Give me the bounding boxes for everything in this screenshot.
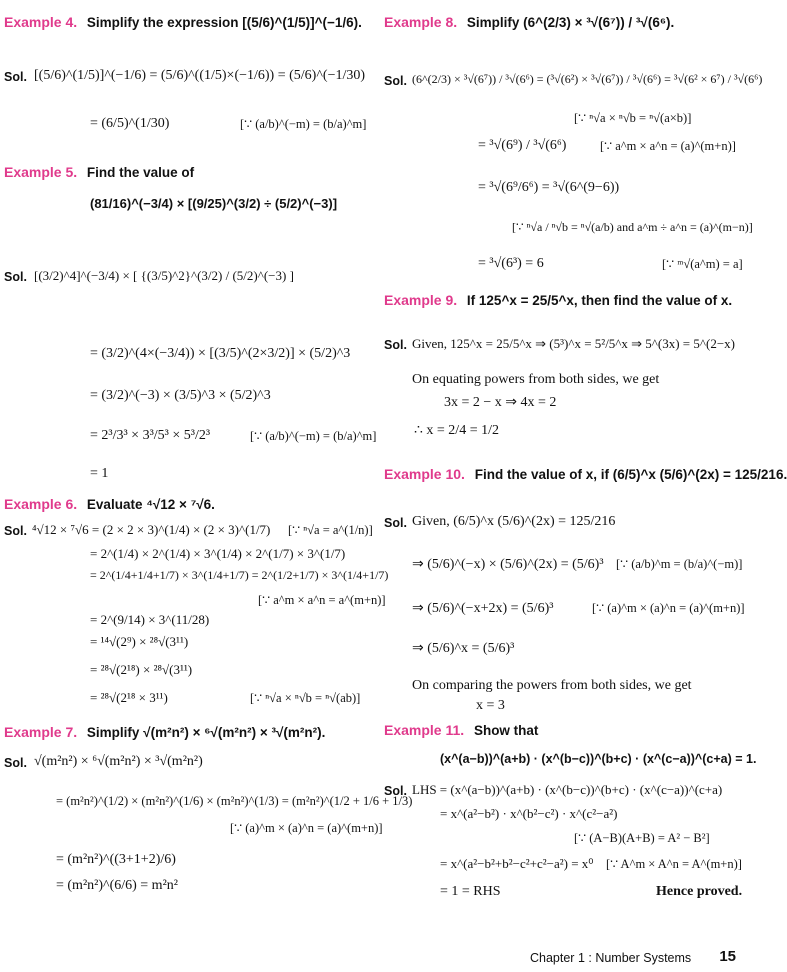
example-question: Find the value of x, if (6/5)^x (5/6)^(2x) = 125/216. (474, 467, 787, 482)
solution-line: ⇒ (5/6)^(−x) × (5/6)^(2x) = (5/6)³ (412, 557, 604, 572)
example-11-heading (384, 722, 538, 738)
example-9-heading (384, 292, 732, 308)
example-tag: Example 4. (4, 14, 78, 30)
solution-line: = x^(a²−b²+b²−c²+c²−a²) = x⁰ (440, 856, 594, 871)
page-number: 15 (719, 948, 736, 965)
example-question: Evaluate ⁴√12 × ⁷√6. (86, 497, 215, 512)
question-expression: (x^(a−b))^(a+b) · (x^(b−c))^(b+c) · (x^(c−a))^(c+a) = 1. (440, 752, 757, 766)
solution-line: = 2^(9/14) × 3^(11/28) (90, 612, 210, 627)
solution-text: On equating powers from both sides, we get (412, 372, 660, 387)
solution-line: Given, 125^x = 25/5^x ⇒ (5³)^x = 5²/5^x ⇒ 5^(3x) = 5^(2−x) (412, 336, 735, 351)
example-tag: Example 5. (4, 164, 78, 180)
question-expression: (81/16)^(−3/4) × [(9/25)^(3/2) ÷ (5/2)^(−3)] (90, 196, 338, 211)
solution-label: Sol. (4, 756, 27, 770)
example-tag: Example 8. (384, 14, 458, 30)
solution-line: ⁴√12 × ⁷√6 = (2 × 2 × 3)^(1/4) × (2 × 3)^(1/7) (32, 522, 271, 537)
example-tag: Example 10. (384, 466, 465, 482)
solution-line: Given, (6/5)^x (5/6)^(2x) = 125/216 (412, 514, 616, 529)
example-question: Show that (473, 723, 539, 738)
example-7-heading (4, 724, 325, 740)
solution-label: Sol. (4, 70, 27, 84)
solution-line: = 2³/3³ × 3³/5³ × 5³/2³ (90, 428, 211, 443)
reason-note: [∵ ⁿ√a / ⁿ√b = ⁿ√(a/b) and a^m ÷ a^n = (a)^(m−n)] (512, 220, 753, 234)
page-footer (530, 948, 740, 968)
solution-label: Sol. (4, 270, 27, 284)
solution-line: = 1 = RHS (440, 884, 501, 899)
reason-note: [∵ (a/b)^(−m) = (b/a)^m] (250, 429, 377, 443)
solution-line: ⇒ (5/6)^x = (5/6)³ (412, 641, 515, 656)
solution-line: √(m²n²) × ⁶√(m²n²) × ³√(m²n²) (34, 754, 203, 769)
reason-note: [∵ A^m × A^n = A^(m+n)] (606, 857, 742, 871)
reason-note: [∵ ⁿ√a = a^(1/n)] (288, 523, 373, 537)
example-question: If 125^x = 25/5^x, then find the value of x. (466, 293, 733, 308)
example-tag: Example 11. (384, 722, 465, 738)
solution-line: = (6/5)^(1/30) (90, 116, 170, 131)
solution-line: = ²⁸√(2¹⁸) × ²⁸√(3¹¹) (90, 662, 193, 677)
solution-line: = (3/2)^(−3) × (3/5)^3 × (5/2)^3 (90, 388, 271, 403)
solution-line: [(5/6)^(1/5)]^(−1/6) = (5/6)^((1/5)×(−1/6)) = (5/6)^(−1/30) (34, 68, 366, 83)
example-6-heading (4, 496, 215, 512)
example-8-heading (384, 14, 674, 30)
solution-label: Sol. (384, 516, 407, 530)
reason-note: [∵ (A−B)(A+B) = A² − B²] (574, 831, 710, 845)
solution-line: = 2^(1/4+1/4+1/7) × 3^(1/4+1/7) = 2^(1/2+1/7) × 3^(1/4+1/7) (90, 568, 389, 582)
solution-line: = ²⁸√(2¹⁸ × 3¹¹) (90, 690, 168, 705)
reason-note: [∵ ⁿ√a × ⁿ√b = ⁿ√(ab)] (250, 691, 361, 705)
example-tag: Example 7. (4, 724, 78, 740)
example-question: Simplify √(m²n²) × ⁶√(m²n²) × ³√(m²n²). (86, 725, 326, 740)
solution-line: (6^(2/3) × ³√(6⁷)) / ³√(6⁶) = (³√(6²) × ³√(6⁷)) / ³√(6⁶) = ³√(6² × 6⁷) / ³√(6⁶) (412, 72, 763, 86)
reason-note: [∵ (a/b)^(−m) = (b/a)^m] (240, 117, 367, 131)
solution-label: Sol. (384, 338, 407, 352)
solution-line: x = 3 (476, 698, 505, 713)
reason-note: [∵ (a)^m × (a)^n = (a)^(m+n)] (230, 821, 383, 835)
example-tag: Example 9. (384, 292, 458, 308)
solution-label: Sol. (4, 524, 27, 538)
solution-label: Sol. (384, 74, 407, 88)
example-tag: Example 6. (4, 496, 78, 512)
solution-line: = ¹⁴√(2⁹) × ²⁸√(3¹¹) (90, 634, 189, 649)
example-question: Find the value of (86, 165, 195, 180)
solution-line: = ³√(6³) = 6 (478, 256, 544, 271)
solution-line: = (m²n²)^((3+1+2)/6) (56, 852, 176, 867)
solution-label: Sol. (384, 784, 407, 798)
solution-line: ∴ x = 2/4 = 1/2 (414, 423, 499, 438)
chapter-label: Chapter 1 : Number Systems (530, 951, 692, 965)
solution-line: = ³√(6⁹/6⁶) = ³√(6^(9−6)) (478, 180, 620, 195)
example-question: Simplify the expression [(5/6)^(1/5)]^(−1/6). (86, 15, 362, 30)
reason-note: [∵ (a/b)^m = (b/a)^(−m)] (616, 557, 743, 571)
solution-line: = (m²n²)^(1/2) × (m²n²)^(1/6) × (m²n²)^(1/3) = (m²n²)^(1/2 + 1/6 + 1/3) (56, 794, 413, 808)
solution-line: = ³√(6⁹) / ³√(6⁶) (478, 138, 567, 153)
solution-line: = 1 (90, 466, 109, 481)
hence-proved: Hence proved. (656, 884, 743, 899)
solution-text: On comparing the powers from both sides, we get (412, 678, 692, 693)
example-question: Simplify (6^(2/3) × ³√(6⁷)) / ³√(6⁶). (466, 15, 675, 30)
reason-note: [∵ a^m × a^n = a^(m+n)] (258, 593, 386, 607)
reason-note: [∵ (a)^m × (a)^n = (a)^(m+n)] (592, 601, 745, 615)
solution-line: LHS = (x^(a−b))^(a+b) · (x^(b−c))^(b+c) · (x^(c−a))^(c+a) (412, 782, 723, 797)
solution-line: ⇒ (5/6)^(−x+2x) = (5/6)³ (412, 601, 554, 616)
solution-line: [(3/2)^4]^(−3/4) × [ {(3/5)^2}^(3/2) / (5/2)^(−3) ] (34, 268, 294, 283)
example-5-heading (4, 164, 194, 180)
reason-note: [∵ a^m × a^n = (a)^(m+n)] (600, 139, 736, 153)
example-4-heading (4, 14, 362, 30)
solution-line: 3x = 2 − x ⇒ 4x = 2 (444, 395, 557, 410)
solution-line: = x^(a²−b²) · x^(b²−c²) · x^(c²−a²) (440, 806, 618, 821)
reason-note: [∵ ⁿ√a × ⁿ√b = ⁿ√(a×b)] (574, 111, 692, 125)
solution-line: = (3/2)^(4×(−3/4)) × [(3/5)^(2×3/2)] × (5/2)^3 (90, 346, 351, 361)
reason-note: [∵ ᵐ√(a^m) = a] (662, 257, 743, 271)
example-10-heading (384, 466, 787, 482)
solution-line: = 2^(1/4) × 2^(1/4) × 3^(1/4) × 2^(1/7) × 3^(1/7) (90, 546, 346, 561)
solution-line: = (m²n²)^(6/6) = m²n² (56, 878, 178, 893)
